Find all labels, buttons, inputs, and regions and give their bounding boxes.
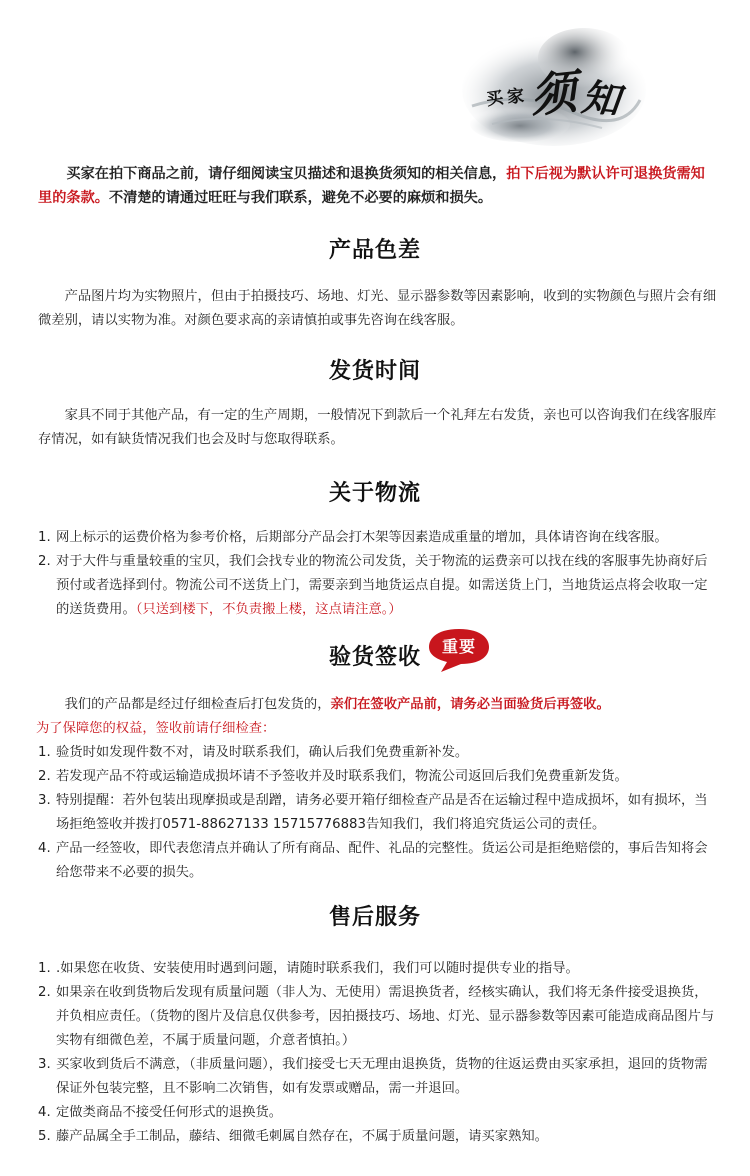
list-number: 2. [38,554,51,569]
list-item [38,1053,718,1101]
list-number: 3. [38,1057,51,1072]
list-text: 藤产品属全手工制品，藤结、细微毛刺属自然存在，不属于质量问题，请买家熟知。 [56,1129,548,1144]
list-red-note: （只送到楼下，不负责搬上楼，这点请注意。） [135,602,402,617]
buyer-notice-logo [462,20,648,150]
section-title-aftersale: 售后服务 [328,905,421,930]
aftersale-list [38,957,718,1149]
list-text: 网上标示的运费价格为参考价格，后期部分产品会打木架等因素造成重量的增加，具体请咨询在线客服。 [56,530,668,545]
intro-paragraph [38,162,718,210]
inspection-content [38,693,718,885]
list-text: 对于大件与重量较重的宝贝，我们会找专业的物流公司发货，关于物流的运费亲可以找在线的客服事先协商好后预付或者选择到付。物流公司不送货上门，需要亲到当地货运点自提。如需送货上门，当地货运点将会收取一定的送货费用。 [56,554,708,617]
intro-text-tail: 不清楚的请通过旺旺与我们联系，避免不必要的麻烦和损失。 [108,190,493,206]
logo-char: 知 [579,74,622,123]
shipping-paragraph: 家具不同于其他产品，有一定的生产周期，一般情况下到款后一个礼拜左右发货，亲也可以咨询我们在线客服库存情况，如有缺货情况我们也会及时与您取得联系。 [38,408,717,447]
list-text: 定做类商品不接受任何形式的退换货。 [56,1105,283,1120]
important-badge [427,627,491,673]
list-number: 3. [38,793,51,808]
list-number: 5. [38,1129,51,1144]
list-item [38,789,718,837]
logo-text [486,62,656,132]
list-text: 如果亲在收到货物后发现有质量问题（非人为、无使用）需退换货者，经核实确认，我们将无条件接受退换货，并负相应责任。（货物的图片及信息仅供参考，因拍摄技巧、场地、灯光、显示器参数等因素可能造成商品图片与实物有细微色差，不属于质量问题，介意者慎拍。） [56,985,715,1048]
list-number: 1. [38,530,51,545]
list-item [38,526,718,550]
badge-label: 重要 [441,637,476,656]
list-item [38,550,718,622]
list-item [38,1101,718,1125]
list-number: 2. [38,769,51,784]
inspection-paragraph [38,693,718,717]
logo-char: 须 [527,64,580,124]
list-number: 4. [38,1105,51,1120]
section-title-shipping: 发货时间 [328,359,421,384]
inspection-text: 我们的产品都是经过仔细检查后打包发货的， [64,697,331,712]
list-text: 特别提醒：若外包装出现摩损或是刮蹭，请务必要开箱仔细检查产品是否在运输过程中造成损坏，如有损坏，当场拒绝签收并拨打0571-88627133 15715776883告知我们，我们将追究货运公司的责任。 [56,793,708,832]
list-number: 1. [38,961,51,976]
list-item [38,981,718,1053]
logistics-list [38,526,718,622]
list-number: 2. [38,985,51,1000]
list-item [38,765,718,789]
section-title-inspection [0,640,750,671]
list-number: 4. [38,841,51,856]
list-text: 若发现产品不符或运输造成损坏请不予签收并及时联系我们，物流公司返回后我们免费重新发货。 [56,769,628,784]
intro-text: 买家在拍下商品之前，请仔细阅读宝贝描述和退换货须知的相关信息， [66,166,507,182]
logo-char: 买 [485,87,505,111]
section-title-color: 产品色差 [328,238,421,263]
list-item [38,957,718,981]
inspection-notice: 为了保障您的权益，签收前请仔细检查： [36,721,276,736]
list-item [38,741,718,765]
inspection-title: 验货签收 [328,645,421,670]
list-number: 1. [38,745,51,760]
section-title-logistics: 关于物流 [328,481,421,506]
list-text: 产品一经签收，即代表您清点并确认了所有商品、配件、礼品的完整性。货运公司是拒绝赔偿的，事后告知将会给您带来不必要的损失。 [56,841,708,880]
list-item [38,1125,718,1149]
list-item [38,837,718,885]
color-paragraph: 产品图片均为实物照片，但由于拍摄技巧、场地、灯光、显示器参数等因素影响，收到的实物颜色与照片会有细微差别，请以实物为准。对颜色要求高的亲请慎拍或事先咨询在线客服。 [38,289,717,328]
intro-red-text: 拍下后视为默认许可退换货需知里的条款。 [38,166,705,206]
list-text: 买家收到货后不满意，（非质量问题），我们接受七天无理由退换货，货物的往返运费由买家承担，退回的货物需保证外包装完整，且不影响二次销售，如有发票或赠品，需一并退回。 [56,1057,708,1096]
logo-char: 家 [506,86,525,108]
list-text: 验货时如发现件数不对，请及时联系我们，确认后我们免费重新补发。 [56,745,469,760]
inspection-red-text: 亲们在签收产品前，请务必当面验货后再签收。 [330,697,610,712]
list-text: .如果您在收货、安装使用时遇到问题，请随时联系我们，我们可以随时提供专业的指导。 [56,961,579,976]
